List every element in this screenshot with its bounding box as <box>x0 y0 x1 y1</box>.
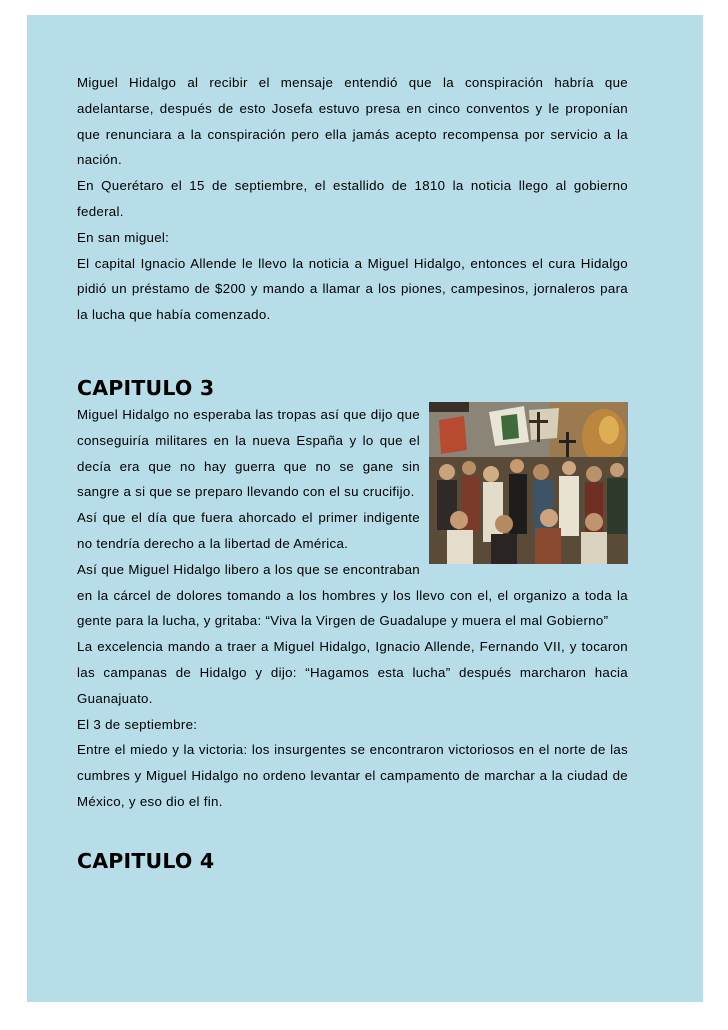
chapter-3-heading: CAPITULO 3 <box>77 375 215 400</box>
paragraph-hanged-indigent: Así que el día que fuera ahorcado el primer indigente no tendría derecho a la libertad de América. <box>77 510 420 551</box>
historical-mural-image <box>429 402 628 564</box>
paragraph-fear-victory: Entre el miedo y la victoria: los insurgentes se encontraron victoriosos en el norte de las cumbres y Miguel Hidalgo no ordeno levantar el campamento de marchar a la ciudad de México, y eso dio el fin. <box>77 742 628 809</box>
paragraph-september-3: El 3 de septiembre: <box>77 716 198 732</box>
chapter-4-heading: CAPITULO 4 <box>77 848 215 873</box>
paragraph-excellency: La excelencia mando a traer a Miguel Hidalgo, Ignacio Allende, Fernando VII, y tocaron las campanas de Hidalgo y dijo: “Hagamos esta lucha” después marcharon hacia Guanajuato. <box>77 639 628 706</box>
paragraph-dolores-prison: Así que Miguel Hidalgo libero a los que se encontraban en la cárcel de dolores tomando a los hombres y los llevo con el, el organizo a toda la gente para la lucha, y gritaba: “Viva la Virgen de Guadalupe y muera el mal Gobierno” <box>77 561 628 629</box>
paragraph-san-miguel: En san miguel: <box>77 229 170 245</box>
paragraph-hidalgo-troops: Miguel Hidalgo no esperaba las tropas así que dijo que conseguiría militares en la nueva España y lo que el decía era que no hay guerra que no se gane sin sangre a si que se preparo llevando con el su crucifijo. <box>77 406 420 500</box>
document-body <box>77 70 628 875</box>
paragraph-hidalgo-message: Miguel Hidalgo al recibir el mensaje entendió que la conspiración habría que adelantarse, después de esto Josefa estuvo presa en cinco conventos y le proponían que renunciara a la conspiración pero ella jamás acepto recompensa por servicio a la nación. <box>77 75 628 168</box>
paragraph-allende: El capital Ignacio Allende le llevo la noticia a Miguel Hidalgo, entonces el cura Hidalgo pidió un préstamo de $200 y mando a llamar a los piones, campesinos, jornaleros para la lucha que había comenzado. <box>77 255 628 323</box>
paragraph-queretaro: En Querétaro el 15 de septiembre, el estallido de 1810 la noticia llego al gobierno federal. <box>77 178 628 219</box>
